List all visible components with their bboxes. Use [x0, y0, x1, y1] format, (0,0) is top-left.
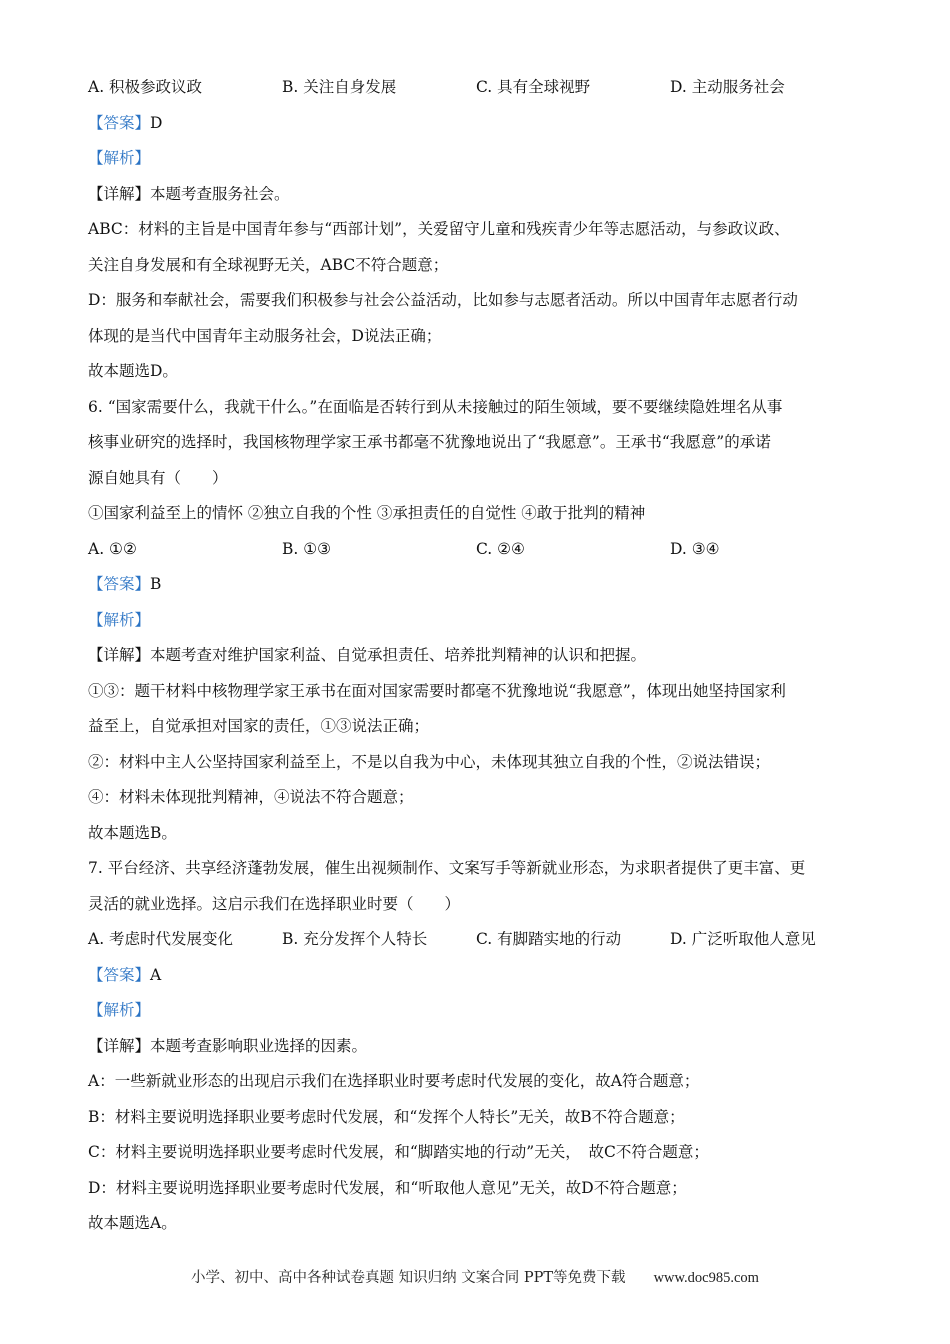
q6-option-c: C. ②④ — [476, 539, 525, 558]
q7-option-c: C. 有脚踏实地的行动 — [476, 930, 622, 948]
q5-detail-line: D：服务和奉献社会，需要我们积极参与社会公益活动，比如参与志愿者活动。所以中国青年志愿者行动 — [88, 291, 798, 309]
q7-detail-line: C：材料主要说明选择职业要考虑时代发展，和“脚踏实地的行动”无关， 故C不符合题意； — [88, 1143, 709, 1161]
q5-option-b: B. 关注自身发展 — [282, 78, 397, 96]
answer-tag: 【答案】 — [88, 575, 151, 593]
q6-option-a: A. ①② — [88, 539, 137, 558]
answer-value: B — [150, 575, 162, 593]
q6-options — [88, 532, 878, 568]
q7-stem-line: 7. 平台经济、共享经济蓬勃发展，催生出视频制作、文案写手等新就业形态，为求职者提供了更丰富、更 — [88, 859, 806, 877]
answer-tag: 【答案】 — [88, 113, 151, 132]
q5-detail-line: 故本题选D。 — [88, 362, 178, 380]
q6-detail-line: ④：材料未体现批判精神，④说法不符合题意； — [88, 788, 414, 806]
footer-text: 小学、初中、高中各种试卷真题 知识归纳 文案合同 PPT等免费下载 — [191, 1270, 626, 1286]
q5-detail-line: 体现的是当代中国青年主动服务社会，D说法正确； — [88, 326, 442, 345]
q6-detail-line: 【详解】本题考查对维护国家利益、自觉承担责任、培养批判精神的认识和把握。 — [88, 646, 647, 664]
q7-analysis-tag: 【解析】 — [88, 1001, 151, 1019]
q7-option-b: B. 充分发挥个人特长 — [282, 930, 428, 948]
q6-statements: ①国家利益至上的情怀 ②独立自我的个性 ③承担责任的自觉性 ④敢于批判的精神 — [88, 504, 646, 522]
q7-options — [88, 922, 878, 958]
q7-detail-line: B：材料主要说明选择职业要考虑时代发展，和“发挥个人特长”无关，故B不符合题意； — [88, 1107, 685, 1126]
q7-detail-line: A：一些新就业形态的出现启示我们在选择职业时要考虑时代发展的变化，故A符合题意； — [88, 1072, 700, 1090]
q6-detail-line: ②：材料中主人公坚持国家利益至上，不是以自我为中心，未体现其独立自我的个性，②说法错误； — [88, 752, 771, 771]
answer-tag: 【答案】 — [88, 965, 151, 984]
q7-option-d: D. 广泛听取他人意见 — [670, 930, 816, 948]
q6-option-d: D. ③④ — [670, 539, 720, 558]
q6-answer — [88, 567, 878, 603]
q7-option-a: A. 考虑时代发展变化 — [88, 930, 234, 948]
document-page — [88, 70, 878, 1242]
answer-value: A — [150, 965, 162, 984]
q5-answer — [88, 106, 878, 142]
q6-detail-line: ①③：题干材料中核物理学家王承书在面对国家需要时都毫不犹豫地说“我愿意”，体现出她坚持国家利 — [88, 681, 786, 700]
q5-option-d: D. 主动服务社会 — [670, 78, 785, 96]
q6-stem-line: 源自她具有（ ） — [88, 468, 228, 487]
q6-analysis-tag: 【解析】 — [88, 610, 151, 629]
q5-analysis-tag: 【解析】 — [88, 149, 151, 167]
q7-answer — [88, 958, 878, 994]
q7-stem-line: 灵活的就业选择。这启示我们在选择职业时要（ ） — [88, 894, 461, 913]
q6-detail-line: 故本题选B。 — [88, 823, 177, 842]
answer-value: D — [150, 113, 163, 132]
q7-detail-line: D：材料主要说明选择职业要考虑时代发展，和“听取他人意见”无关，故D不符合题意； — [88, 1178, 687, 1197]
q7-detail-line: 【详解】本题考查影响职业选择的因素。 — [88, 1036, 368, 1055]
q6-option-b: B. ①③ — [282, 539, 332, 558]
q7-detail-line: 故本题选A。 — [88, 1214, 177, 1232]
q6-stem-line: 6. “国家需要什么，我就干什么。”在面临是否转行到从未接触过的陌生领域，要不要继续隐姓埋名从事 — [88, 397, 783, 416]
q5-detail-line: ABC：材料的主旨是中国青年参与“西部计划”，关爱留守儿童和残疾青少年等志愿活动，与参政议政、 — [88, 220, 790, 238]
footer-url-link[interactable]: www.doc985.com — [653, 1270, 759, 1286]
q5-detail-line: 关注自身发展和有全球视野无关，ABC不符合题意； — [88, 255, 449, 274]
page-footer — [0, 1266, 950, 1287]
q5-options — [88, 70, 878, 106]
q5-option-a: A. 积极参政议政 — [88, 78, 203, 96]
q6-detail-line: 益至上，自觉承担对国家的责任，①③说法正确； — [88, 717, 430, 735]
q6-stem-line: 核事业研究的选择时，我国核物理学家王承书都毫不犹豫地说出了“我愿意”。王承书“我愿意”的承诺 — [88, 433, 771, 451]
q5-detail-line: 【详解】本题考查服务社会。 — [88, 184, 290, 203]
q5-option-c: C. 具有全球视野 — [476, 78, 591, 96]
